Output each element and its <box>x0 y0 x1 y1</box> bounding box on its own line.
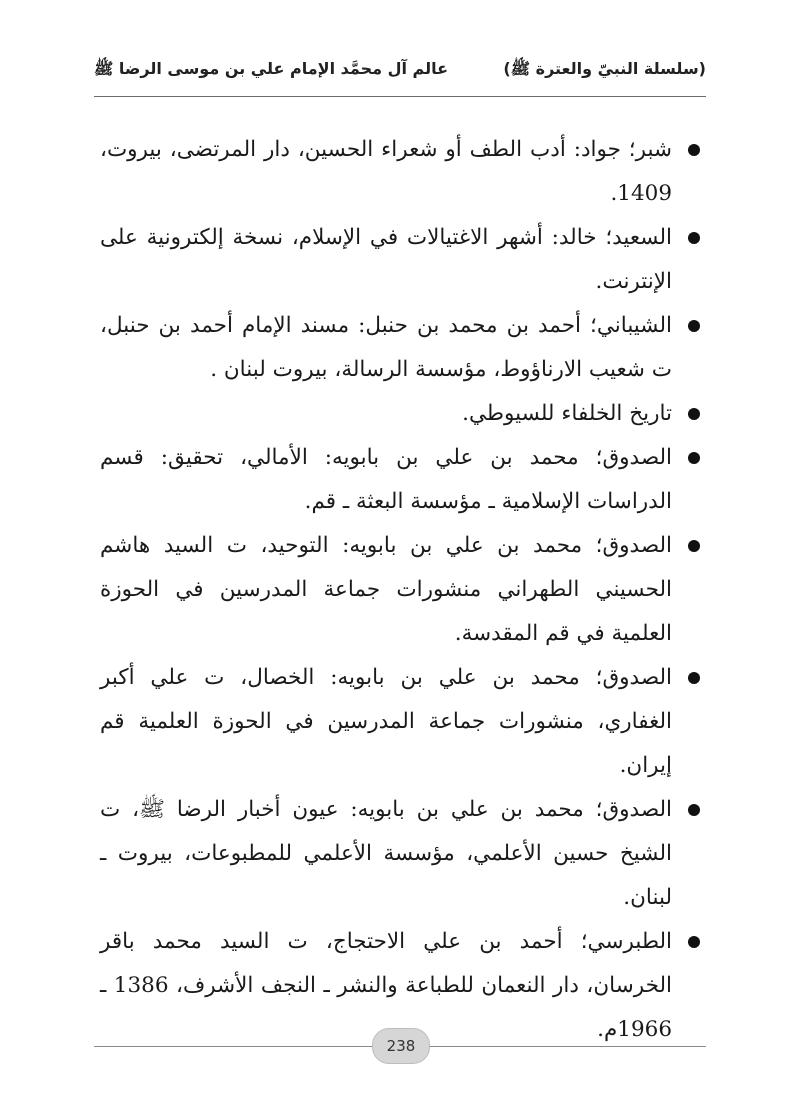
reference-item <box>100 524 702 656</box>
reference-text: الصدوق؛ محمد بن علي بن بابويه: الأمالي، تحقيق: قسم الدراسات الإسلامية ـ مؤسسة البعثة ـ قم. <box>100 445 672 514</box>
reference-text: الصدوق؛ محمد بن علي بن بابويه: التوحيد، ت السيد هاشم الحسيني الطهراني منشورات جماعة المدرسين في الحوزة العلمية في قم المقدسة. <box>100 533 672 646</box>
bullet-icon <box>688 452 700 464</box>
bullet-icon <box>688 540 700 552</box>
bullet-icon <box>688 320 700 332</box>
reference-item <box>100 436 702 524</box>
reference-item <box>100 392 702 436</box>
reference-item <box>100 304 702 392</box>
bullet-icon <box>688 144 700 156</box>
series-title: (سلسلة النبيّ والعترة ﷺ) <box>503 58 706 78</box>
page-number: 238 <box>386 1037 416 1055</box>
references-list <box>100 128 702 1052</box>
reference-text: الصدوق؛ محمد بن علي بن بابويه: الخصال، ت علي أكبر الغفاري، منشورات جماعة المدرسين في الحوزة العلمية قم إيران. <box>100 665 672 778</box>
reference-item <box>100 128 702 216</box>
reference-text: شبر؛ جواد: أدب الطف أو شعراء الحسين، دار المرتضى، بيروت، 1409. <box>100 137 672 206</box>
page-number-badge <box>372 1028 430 1064</box>
footer-rule-right <box>422 1046 706 1047</box>
reference-text: الطبرسي؛ أحمد بن علي الاحتجاج، ت السيد محمد باقر الخرسان، دار النعمان للطباعة والنشر ـ النجف الأشرف، 1386 ـ 1966م. <box>100 929 672 1042</box>
reference-text: الصدوق؛ محمد بن علي بن بابويه: عيون أخبار الرضا ﷺ، ت الشيخ حسين الأعلمي، مؤسسة الأعلمي للمطبوعات، بيروت ـ لبنان. <box>100 797 672 910</box>
footer-rule-left <box>94 1046 378 1047</box>
reference-item <box>100 216 702 304</box>
bullet-icon <box>688 232 700 244</box>
bullet-icon <box>688 408 700 420</box>
reference-text: تاريخ الخلفاء للسيوطي. <box>462 401 672 426</box>
header-divider <box>94 96 706 97</box>
page-header <box>94 52 706 88</box>
bullet-icon <box>688 672 700 684</box>
reference-text: السعيد؛ خالد: أشهر الاغتيالات في الإسلام، نسخة إلكترونية على الإنترنت. <box>100 225 672 294</box>
reference-item <box>100 788 702 920</box>
reference-item <box>100 656 702 788</box>
reference-text: الشيباني؛ أحمد بن محمد بن حنبل: مسند الإمام أحمد بن حنبل، ت شعيب الارناؤوط، مؤسسة الرسالة، بيروت لبنان . <box>100 313 672 382</box>
bullet-icon <box>688 804 700 816</box>
bullet-icon <box>688 936 700 948</box>
book-title: عالم آل محمَّد الإمام علي بن موسى الرضا ﷺ <box>94 58 449 78</box>
